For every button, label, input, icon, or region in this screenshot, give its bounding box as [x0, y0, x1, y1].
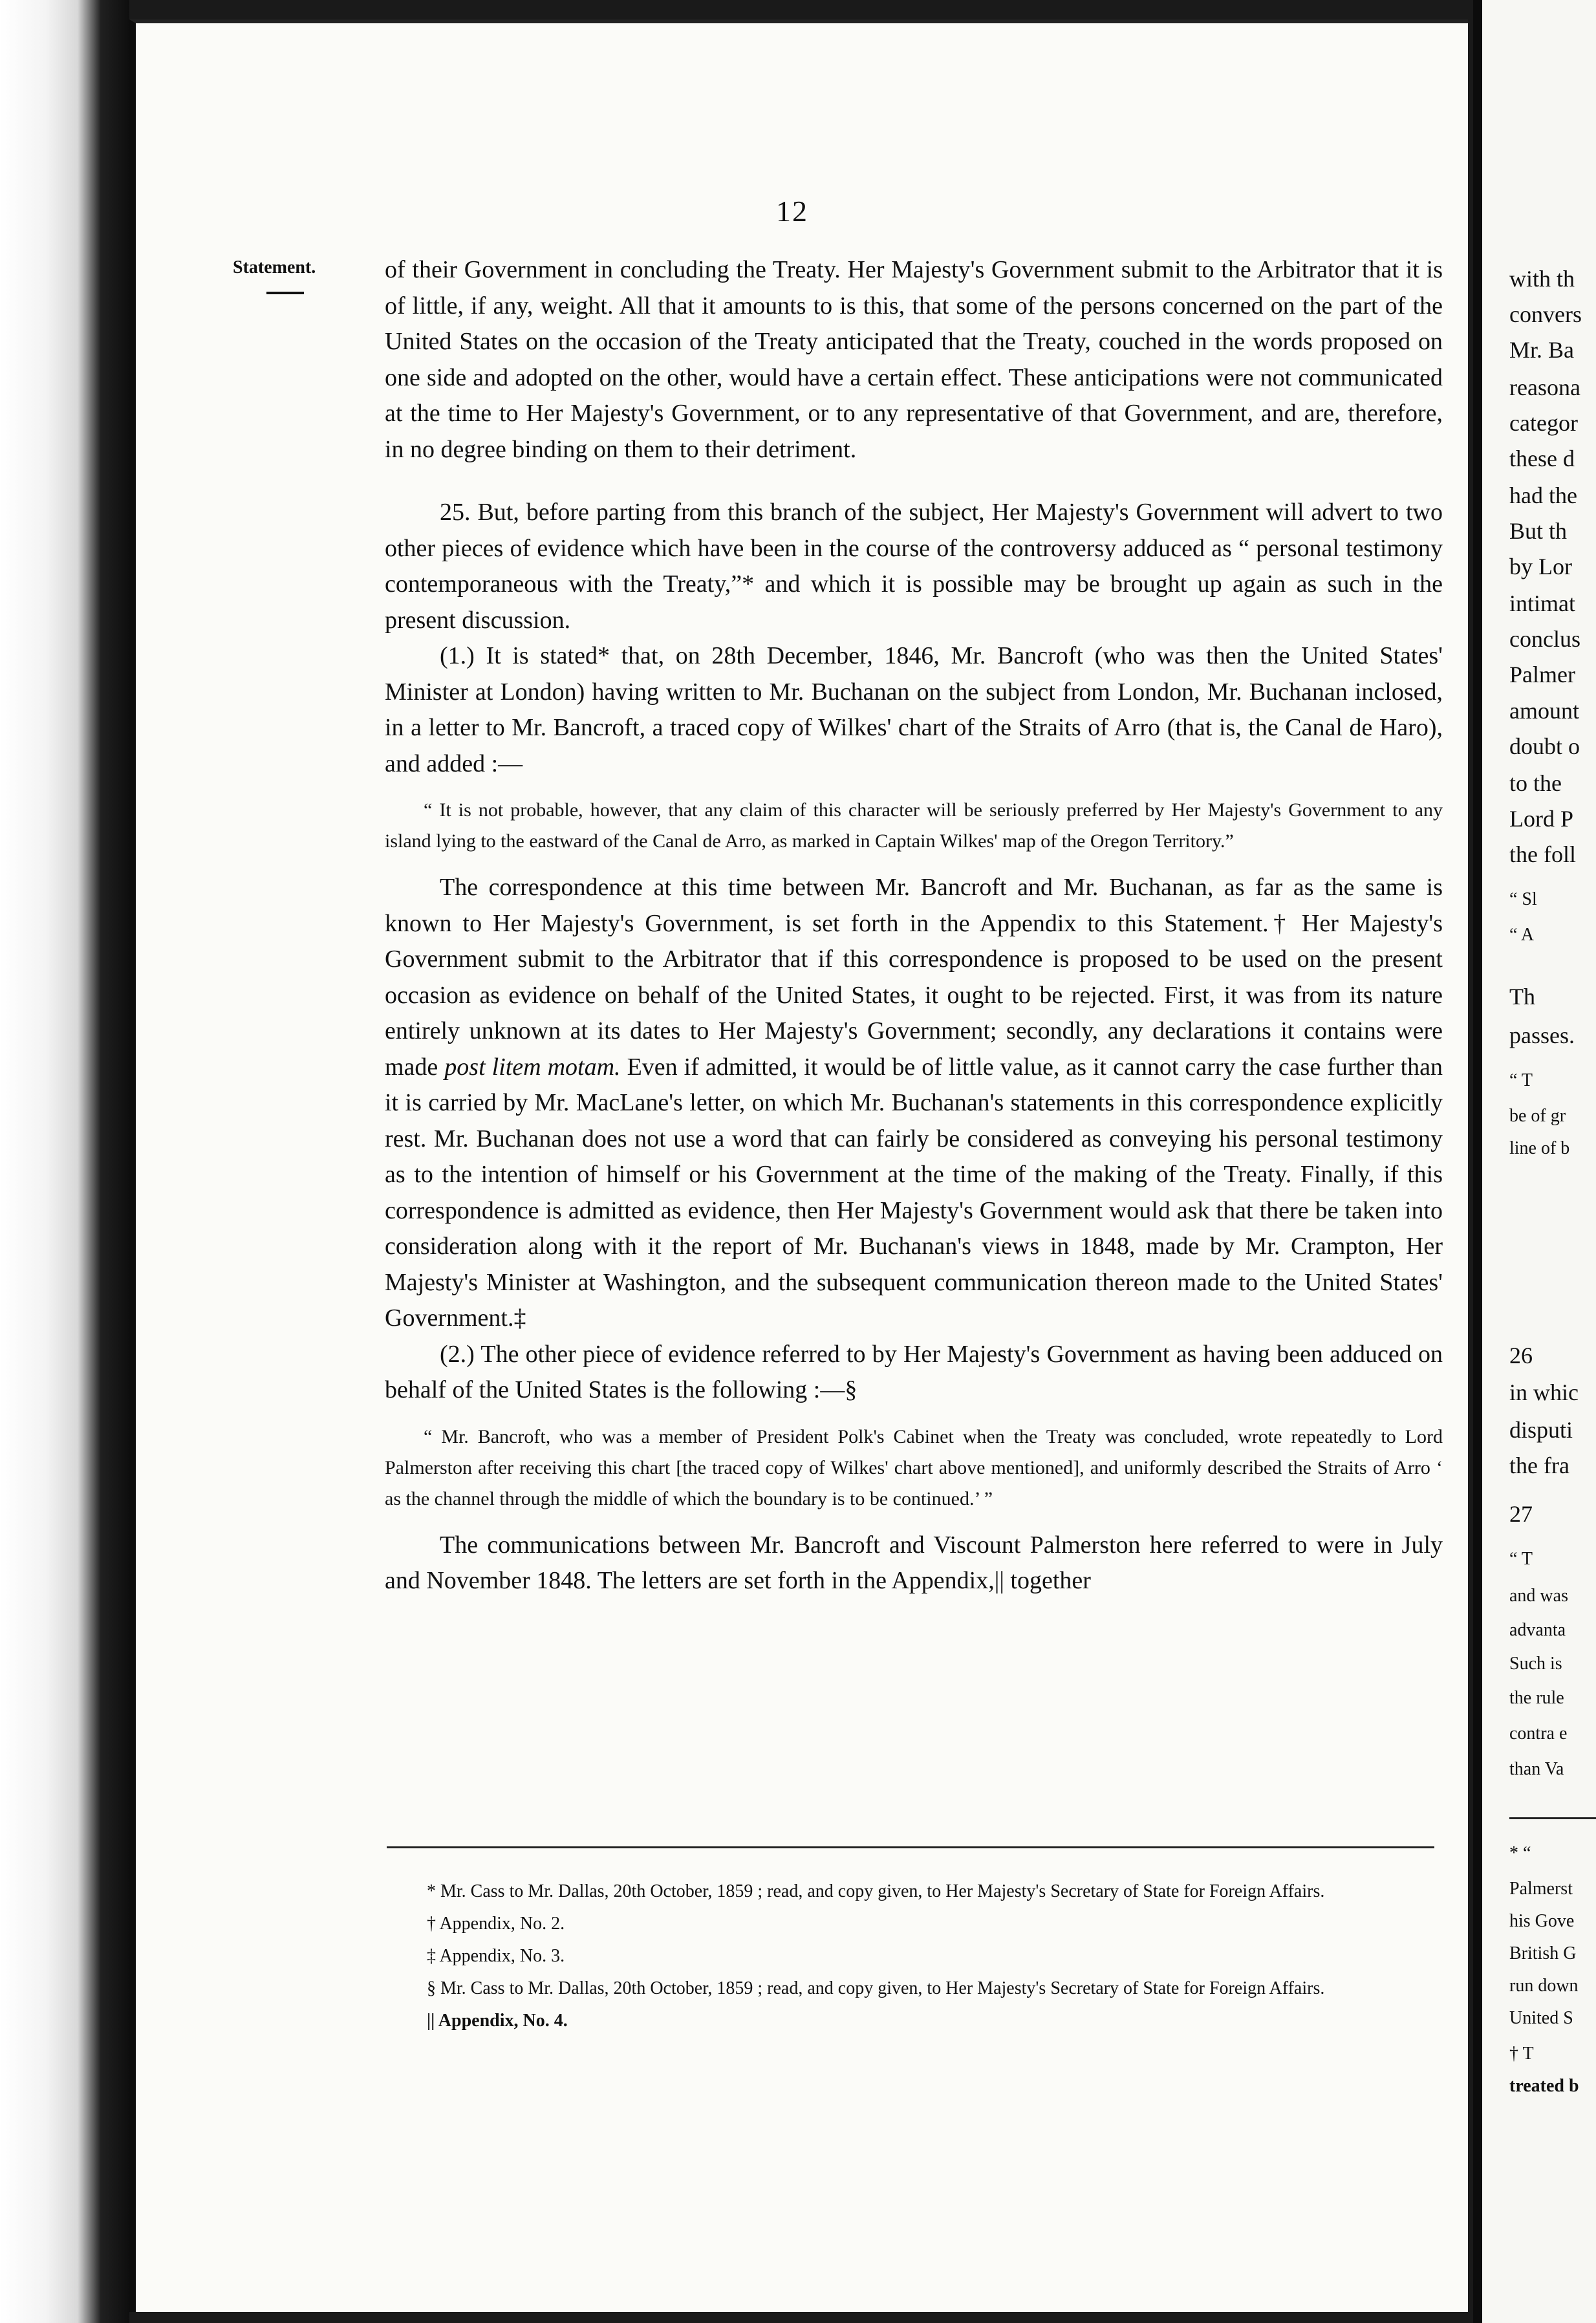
adjacent-page-divider — [1509, 1817, 1596, 1819]
quote-buchanan-text: “ It is not probable, however, that any claim of this character will be seriously preferred by Her Majesty's Government to any island lying to the eastward of the Canal de Arro, as marked in Captain Wilkes' map of the Oregon Territory.” — [385, 799, 1443, 852]
quote-bancroft — [385, 1421, 1443, 1515]
adjacent-page-fragment: 26 — [1509, 1343, 1533, 1368]
adjacent-page-fragment: in whic — [1509, 1379, 1579, 1405]
adjacent-page-fragment: “ T — [1509, 1070, 1533, 1090]
adjacent-page-fragment: run down — [1509, 1976, 1579, 1996]
adjacent-page-fragment: contra e — [1509, 1723, 1568, 1744]
adjacent-page-fragment: † T — [1509, 2044, 1534, 2064]
adjacent-page-fragment: these d — [1509, 446, 1575, 471]
adjacent-page-fragment: British G — [1509, 1943, 1577, 1963]
adjacent-page-fragment: had the — [1509, 482, 1577, 508]
adjacent-page-fragment: Palmerst — [1509, 1879, 1573, 1899]
adjacent-page-fragment: passes. — [1509, 1022, 1575, 1048]
page-number: 12 — [776, 195, 808, 228]
adjacent-page-fragment: advanta — [1509, 1620, 1566, 1640]
adjacent-page-fragment: Lord P — [1509, 806, 1573, 832]
paragraph-communications: The communications between Mr. Bancroft and Viscount Palmerston here referred to were in July and November 1848. The letters are set forth in the Appendix,|| together — [385, 1531, 1443, 1594]
adjacent-page-fragment: treated b — [1509, 2076, 1579, 2096]
adjacent-page-fragment: reasona — [1509, 374, 1580, 400]
paragraph-correspondence-text: The correspondence at this time between Mr. Bancroft and Mr. Buchanan, as far as the same is known to Her Majesty's Government, is set forth in the Appendix to this Statement.† Her Majesty's Government submit to the Arbitrator that if this correspondence is proposed to be used on the present occasion as evidence on behalf of the United States, it ought to be rejected. First, it was from its nature entirely unknown at its dates to Her Majesty's Government; secondly, any declarations it contains were made — [385, 874, 1443, 1081]
quote-bancroft-text: “ Mr. Bancroft, who was a member of President Polk's Cabinet when the Treaty was concluded, wrote repeatedly to Lord Palmerston after receiving this chart [the traced copy of Wilkes' chart above mentioned], and uniformly described the Straits of Arro ‘ as the channel through the middle of which the boundary is to be continued.’ ” — [385, 1425, 1443, 1509]
margin-note-rule — [266, 292, 304, 294]
footnote-asterisk: * Mr. Cass to Mr. Dallas, 20th October, 1859 ; read, and copy given, to Her Majesty's Secretary of State for Foreign Affairs. — [427, 1881, 1325, 1901]
adjacent-page-fragment: doubt o — [1509, 733, 1580, 759]
footnote-divider — [387, 1846, 1434, 1848]
body-text — [385, 252, 1443, 1599]
adjacent-page-fragment: But th — [1509, 518, 1568, 544]
adjacent-page-fragment: his Gove — [1509, 1911, 1575, 1931]
adjacent-page-fragment: by Lor — [1509, 554, 1572, 579]
adjacent-page-fragment: conclus — [1509, 626, 1580, 652]
adjacent-page-fragment: Such is — [1509, 1654, 1562, 1674]
adjacent-page-fragment: line of b — [1509, 1138, 1570, 1158]
paragraph-correspondence — [385, 870, 1443, 1337]
margin-note-statement: Statement. — [233, 257, 316, 277]
footnotes — [385, 1875, 1443, 2037]
paragraph-correspondence-rest: Even if admitted, it would be of little value, as it cannot carry the case further than it is carried by Mr. MacLane's letter, on which Mr. Buchanan's statements in this correspondence explicitly rest. Mr. Buchanan does not use a word that can fairly be considered as conveying his personal testimony as to the intention of himself or his Government at the time of the making of the Treaty. Finally, if this correspondence is admitted as evidence, then Her Majesty's Government would ask that there be taken into consideration along with it the report of Mr. Buchanan's views in 1848, made by Mr. Crampton, Her Majesty's Minister at Washington, and the subsequent communication thereon made to the United States' Government.‡ — [385, 1053, 1443, 1332]
adjacent-page-fragment: Th — [1509, 984, 1535, 1010]
adjacent-page-fragment: with th — [1509, 266, 1575, 292]
paragraph-continuation: of their Government in concluding the Treaty. Her Majesty's Government submit to the Arbitrator that it is of little, if any, weight. All that it amounts to is this, that some of the persons concerned on the part of the United States on the occasion of the Treaty anticipated that the Treaty, couched in the words proposed on one side and adopted on the other, would have a certain effect. These anticipations were not communicated at the time to Her Majesty's Government, or to any representative of that Government, and are, therefore, in no degree binding on them to their detriment. — [385, 256, 1443, 463]
adjacent-page-fragment: Mr. Ba — [1509, 337, 1575, 363]
adjacent-page-fragment: “ A — [1509, 925, 1535, 945]
adjacent-page-fragment: intimat — [1509, 590, 1575, 616]
footnote-dagger: † Appendix, No. 2. — [427, 1914, 565, 1934]
adjacent-page-fragment: to the — [1509, 770, 1562, 796]
adjacent-page-fragment: disputi — [1509, 1417, 1573, 1443]
paragraph-item-2: (2.) The other piece of evidence referred to by Her Majesty's Government as having been adduced on behalf of the United States is the following :—§ — [385, 1340, 1443, 1403]
latin-phrase: post litem motam. — [444, 1053, 621, 1081]
paragraph-item-1: (1.) It is stated* that, on 28th December, 1846, Mr. Bancroft (who was then the United States' Minister at London) having written to Mr. Buchanan on the subject from London, Mr. Buchanan inclosed, in a letter to Mr. Bancroft, a traced copy of Wilkes' chart of the Straits of Arro (that is, the Canal de Haro), and added :— — [385, 642, 1443, 777]
adjacent-page-fragment: the fra — [1509, 1453, 1569, 1478]
adjacent-page-fragment: United S — [1509, 2008, 1573, 2028]
adjacent-page-fragment: and was — [1509, 1586, 1568, 1606]
footnote-parallel: || Appendix, No. 4. — [427, 2011, 568, 2031]
adjacent-page-fragment: 27 — [1509, 1501, 1533, 1527]
adjacent-page-fragment: be of gr — [1509, 1106, 1566, 1126]
adjacent-page-fragment: the rule — [1509, 1688, 1564, 1708]
adjacent-page-fragment: Palmer — [1509, 662, 1575, 687]
scan-left-edge — [0, 0, 129, 2323]
quote-buchanan — [385, 795, 1443, 857]
adjacent-page-fragment: “ T — [1509, 1549, 1533, 1569]
footnote-double-dagger: ‡ Appendix, No. 3. — [427, 1946, 565, 1966]
adjacent-page-fragment: * “ — [1509, 1843, 1531, 1863]
footnote-section: § Mr. Cass to Mr. Dallas, 20th October, 1859 ; read, and copy given, to Her Majesty's Secretary of State for Foreign Affairs. — [427, 1978, 1325, 1998]
adjacent-page-fragment: categor — [1509, 410, 1578, 436]
adjacent-page-fragment: amount — [1509, 698, 1579, 724]
paragraph-25: 25. But, before parting from this branch of the subject, Her Majesty's Government will advert to two other pieces of evidence which have been in the course of the controversy adduced as “ personal testimony contemporaneous with the Treaty,”* and which it is possible may be brought up again as such in the present discussion. — [385, 499, 1443, 634]
adjacent-page-fragment: the foll — [1509, 841, 1576, 867]
adjacent-page-fragment: “ Sl — [1509, 889, 1537, 909]
adjacent-page-fragment: than Va — [1509, 1759, 1564, 1779]
adjacent-page-fragment: convers — [1509, 301, 1582, 327]
